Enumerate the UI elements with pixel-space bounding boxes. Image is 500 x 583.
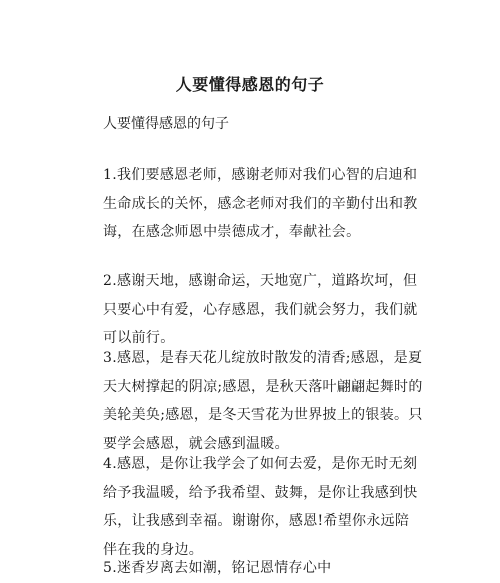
paragraph-5: 5.迷香岁离去如潮，铭记恩情存心中 [103, 560, 332, 576]
paragraph-4: 4.感恩，是你让我学会了如何去爱，是你无时无刻给予我温暖，给予我希望、鼓舞，是你让我感到快乐，让我感到幸福。谢谢你，感恩!希望你永远陪伴在我的身边。 [103, 456, 418, 558]
paragraph-3: 3.感恩，是春天花儿绽放时散发的清香;感恩，是夏天大树撑起的阴凉;感恩，是秋天落叶翩翩起舞时的美轮美奂;感恩，是冬天雪花为世界披上的银装。只要学会感恩，就会感到温暖。 [103, 350, 423, 452]
paragraph-1: 1.我们要感恩老师，感谢老师对我们心智的启迪和生命成长的关怀，感念老师对我们的辛勤付出和教诲，在感念师恩中崇德成才，奉献社会。 [103, 167, 418, 240]
paragraph-2: 2.感谢天地，感谢命运，天地宽广，道路坎坷，但只要心中有爱，心存感恩，我们就会努力，我们就可以前行。 [103, 273, 418, 346]
document-subtitle: 人要懂得感恩的句子 [103, 116, 229, 132]
document-title: 人要懂得感恩的句子 [175, 75, 325, 94]
